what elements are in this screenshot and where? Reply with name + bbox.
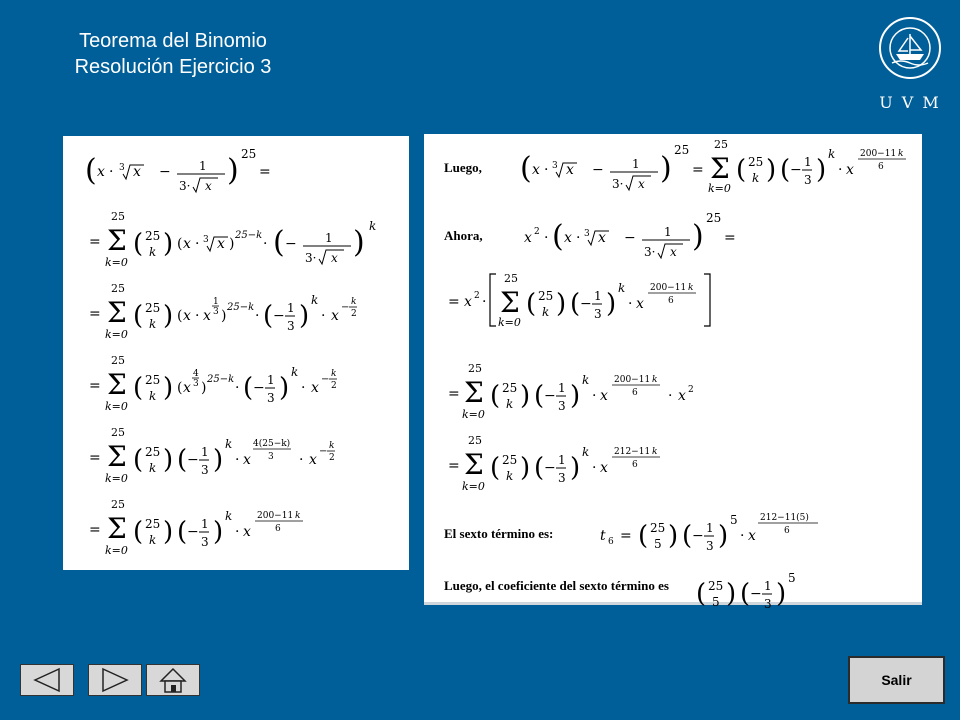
svg-text:5: 5 (788, 571, 796, 585)
svg-text:200−11: 200−11 (257, 511, 294, 521)
arrow-right-icon (89, 665, 141, 695)
svg-text:2: 2 (351, 309, 357, 319)
svg-text:(: ( (780, 155, 791, 185)
svg-text:1: 1 (706, 521, 714, 535)
svg-text:4: 4 (193, 369, 199, 379)
svg-text:25: 25 (111, 354, 125, 367)
exit-button[interactable] (848, 656, 945, 704)
svg-text:25−k: 25−k (207, 374, 235, 385)
svg-text:k=0: k=0 (105, 544, 128, 557)
svg-text:1: 1 (632, 157, 640, 171)
svg-text:1: 1 (594, 289, 602, 303)
arrow-left-icon (21, 665, 73, 695)
svg-text:−: − (187, 452, 199, 468)
svg-text:): ) (556, 289, 567, 319)
svg-text:1: 1 (325, 231, 333, 245)
svg-text:x: x (97, 164, 105, 180)
svg-text:): ) (221, 308, 227, 324)
svg-text:25: 25 (241, 147, 257, 161)
svg-text:−: − (544, 388, 556, 404)
svg-text:k: k (149, 533, 157, 547)
svg-text:k=0: k=0 (105, 256, 128, 269)
svg-text:5: 5 (712, 595, 720, 609)
svg-text:·: · (235, 452, 240, 468)
svg-text:3: 3 (706, 539, 714, 553)
svg-text:1: 1 (804, 155, 812, 169)
svg-text:25−k: 25−k (227, 302, 255, 313)
label-coeficiente: Luego, el coeficiente del sexto término es (444, 578, 669, 593)
svg-text:(: ( (133, 517, 144, 547)
svg-text:−: − (253, 380, 265, 396)
svg-text:Σ: Σ (500, 286, 520, 319)
svg-text:): ) (201, 380, 207, 396)
svg-text:3: 3 (558, 399, 566, 413)
svg-text:Σ: Σ (107, 368, 127, 401)
svg-text:k: k (369, 219, 377, 233)
svg-text:6: 6 (608, 537, 614, 547)
svg-text:x: x (203, 308, 211, 324)
svg-text:x: x (243, 524, 251, 540)
svg-text:(: ( (534, 453, 545, 483)
svg-text:25: 25 (674, 143, 690, 157)
svg-text:·: · (321, 308, 326, 324)
svg-text:3·: 3· (305, 251, 317, 265)
svg-text:6: 6 (668, 296, 674, 306)
svg-text:Σ: Σ (710, 152, 730, 185)
svg-text:k: k (149, 461, 157, 475)
svg-text:3: 3 (201, 463, 209, 477)
svg-text:(: ( (696, 579, 707, 609)
svg-text:): ) (163, 301, 174, 331)
svg-text:x: x (678, 388, 686, 404)
svg-text:3·: 3· (179, 179, 191, 193)
svg-text:k: k (291, 365, 299, 379)
label-luego: Luego, (444, 160, 482, 175)
svg-text:): ) (299, 301, 310, 331)
home-icon (147, 665, 199, 695)
svg-text:): ) (570, 453, 581, 483)
svg-text:k: k (351, 297, 357, 307)
svg-text:k: k (582, 445, 590, 459)
svg-text:(: ( (638, 521, 649, 551)
svg-text:x: x (331, 251, 338, 265)
svg-text:): ) (726, 579, 737, 609)
svg-text:k: k (582, 373, 590, 387)
svg-text:1: 1 (764, 579, 772, 593)
svg-text:3: 3 (552, 161, 558, 171)
svg-text:1: 1 (213, 297, 219, 307)
svg-text:3: 3 (193, 379, 199, 389)
svg-text:(: ( (740, 579, 751, 609)
svg-text:·: · (544, 162, 549, 178)
svg-text:x: x (464, 294, 472, 310)
prev-button[interactable] (20, 664, 74, 696)
svg-text:25: 25 (145, 373, 161, 387)
svg-text:·: · (668, 388, 673, 404)
svg-text:2: 2 (331, 381, 337, 391)
svg-text:25: 25 (504, 272, 518, 285)
svg-text:−: − (273, 308, 285, 324)
svg-text:x: x (311, 380, 319, 396)
university-logo (874, 14, 946, 114)
svg-text:k: k (311, 293, 319, 307)
svg-text:x: x (183, 236, 191, 252)
svg-text:(: ( (133, 373, 144, 403)
svg-text:k: k (331, 369, 337, 379)
svg-text:(: ( (177, 236, 183, 252)
svg-text:(: ( (552, 219, 564, 254)
svg-text:−: − (790, 162, 802, 178)
svg-text:=: = (448, 458, 460, 474)
svg-text:=: = (259, 164, 271, 180)
svg-text:): ) (520, 381, 531, 411)
svg-text:k: k (652, 447, 658, 457)
svg-text:k: k (828, 147, 836, 161)
svg-text:·: · (255, 308, 260, 324)
left-derivation-panel (63, 136, 409, 570)
svg-text:k: k (752, 171, 760, 185)
svg-text:Σ: Σ (107, 224, 127, 257)
svg-text:): ) (776, 579, 787, 609)
svg-text:25: 25 (706, 211, 722, 225)
svg-text:·: · (235, 524, 240, 540)
logo-initials: U V M (879, 93, 941, 112)
svg-text:·: · (740, 528, 745, 544)
svg-text:(: ( (520, 151, 532, 186)
svg-text:3: 3 (594, 307, 602, 321)
svg-text:k: k (542, 305, 550, 319)
svg-text:=: = (89, 522, 101, 538)
label-sexto-termino: El sexto término es: (444, 526, 554, 541)
svg-text:k=0: k=0 (105, 328, 128, 341)
svg-text:6: 6 (878, 162, 884, 172)
svg-text:=: = (692, 162, 704, 178)
svg-text:2: 2 (688, 385, 694, 395)
svg-text:(: ( (570, 289, 581, 319)
svg-text:(: ( (177, 445, 188, 475)
home-button[interactable] (146, 664, 200, 696)
svg-text:·: · (195, 308, 200, 324)
svg-text:x: x (846, 162, 854, 178)
svg-text:3: 3 (764, 597, 772, 611)
svg-text:): ) (718, 521, 729, 551)
svg-text:25: 25 (650, 521, 666, 535)
svg-text:k: k (295, 511, 301, 521)
svg-text:k: k (688, 283, 694, 293)
svg-text:): ) (163, 229, 174, 259)
svg-text:1: 1 (201, 517, 209, 531)
svg-text:3: 3 (268, 452, 274, 462)
svg-text:): ) (692, 219, 704, 254)
svg-text:1: 1 (199, 159, 207, 173)
svg-text:3: 3 (287, 319, 295, 333)
svg-text:): ) (816, 155, 827, 185)
svg-text:25: 25 (145, 445, 161, 459)
svg-text:k: k (506, 397, 514, 411)
svg-text:): ) (668, 521, 679, 551)
svg-text:3: 3 (584, 229, 590, 239)
svg-text:1: 1 (558, 381, 566, 395)
svg-text:25: 25 (708, 579, 724, 593)
svg-text:−: − (580, 296, 592, 312)
svg-text:3: 3 (201, 535, 209, 549)
svg-text:=: = (89, 234, 101, 250)
svg-text:−: − (285, 236, 297, 252)
svg-text:·: · (301, 380, 306, 396)
svg-text:k=0: k=0 (105, 472, 128, 485)
svg-text:−: − (750, 586, 762, 602)
svg-text:−: − (319, 446, 328, 457)
svg-text:−: − (592, 162, 604, 178)
svg-text:25: 25 (111, 426, 125, 439)
svg-text:25−k: 25−k (235, 230, 263, 241)
svg-text:2: 2 (474, 291, 480, 301)
svg-text:25: 25 (468, 362, 482, 375)
svg-text:): ) (606, 289, 617, 319)
svg-text:5: 5 (730, 513, 738, 527)
svg-text:(: ( (177, 380, 183, 396)
svg-text:·: · (263, 236, 268, 252)
svg-text:(: ( (682, 521, 693, 551)
svg-text:25: 25 (468, 434, 482, 447)
svg-text:): ) (353, 225, 365, 260)
svg-text:212−11(5): 212−11(5) (760, 513, 809, 523)
svg-text:1: 1 (664, 225, 672, 239)
svg-text:·: · (592, 460, 597, 476)
next-button[interactable] (88, 664, 142, 696)
svg-text:k=0: k=0 (462, 408, 485, 421)
svg-text:k=0: k=0 (462, 480, 485, 493)
svg-text:=: = (724, 230, 736, 246)
svg-text:t: t (600, 528, 606, 544)
svg-text:(: ( (177, 517, 188, 547)
svg-text:(: ( (526, 289, 537, 319)
svg-text:k: k (149, 389, 157, 403)
svg-text:k: k (149, 245, 157, 259)
svg-text:x: x (598, 230, 606, 246)
svg-text:(: ( (534, 381, 545, 411)
svg-text:): ) (163, 445, 174, 475)
svg-text:·: · (628, 296, 633, 312)
svg-text:k: k (652, 375, 658, 385)
svg-text:x: x (564, 230, 572, 246)
svg-text:): ) (229, 236, 235, 252)
svg-text:x: x (638, 177, 645, 191)
svg-text:25: 25 (714, 138, 728, 151)
svg-text:(: ( (490, 381, 501, 411)
svg-text:25: 25 (111, 210, 125, 223)
svg-text:25: 25 (145, 517, 161, 531)
svg-text:2: 2 (329, 453, 335, 463)
svg-text:x: x (309, 452, 317, 468)
svg-text:(: ( (273, 225, 285, 260)
svg-text:k: k (618, 281, 626, 295)
svg-text:x: x (524, 230, 532, 246)
svg-text:=: = (89, 306, 101, 322)
svg-text:): ) (766, 155, 777, 185)
svg-text:(: ( (133, 445, 144, 475)
svg-text:6: 6 (784, 526, 790, 536)
svg-text:x: x (670, 245, 677, 259)
svg-text:k=0: k=0 (498, 316, 521, 329)
svg-text:·: · (576, 230, 581, 246)
svg-text:25: 25 (145, 301, 161, 315)
svg-text:25: 25 (538, 289, 554, 303)
svg-text:x: x (331, 308, 339, 324)
svg-text:x: x (243, 452, 251, 468)
svg-text:−: − (321, 374, 330, 385)
svg-text:3·: 3· (644, 245, 656, 259)
exit-button-label: Salir (881, 672, 912, 688)
svg-text:3: 3 (267, 391, 275, 405)
svg-text:−: − (624, 230, 636, 246)
svg-text:3·: 3· (612, 177, 624, 191)
svg-text:x: x (217, 236, 225, 252)
svg-text:x: x (600, 460, 608, 476)
right-derivation-panel (424, 134, 922, 611)
svg-text:4(25−k): 4(25−k) (253, 439, 291, 449)
svg-text:): ) (163, 517, 174, 547)
svg-text:Σ: Σ (107, 512, 127, 545)
svg-text:25: 25 (111, 498, 125, 511)
svg-text:5: 5 (654, 537, 662, 551)
svg-text:k: k (225, 509, 233, 523)
svg-text:k: k (898, 149, 904, 159)
svg-text:(: ( (243, 373, 254, 403)
page-title: Teorema del Binomio (79, 30, 267, 52)
svg-text:200−11: 200−11 (614, 375, 651, 385)
svg-text:212−11: 212−11 (614, 447, 651, 457)
svg-text:Σ: Σ (107, 440, 127, 473)
svg-text:k: k (225, 437, 233, 451)
svg-text:k=0: k=0 (708, 182, 731, 195)
svg-text:=: = (448, 294, 460, 310)
svg-text:200−11: 200−11 (650, 283, 687, 293)
svg-text:25: 25 (502, 381, 518, 395)
svg-text:x: x (748, 528, 756, 544)
svg-text:=: = (448, 386, 460, 402)
svg-text:3: 3 (119, 163, 125, 173)
svg-text:Σ: Σ (107, 296, 127, 329)
svg-text:25: 25 (502, 453, 518, 467)
svg-text:−: − (692, 528, 704, 544)
svg-text:6: 6 (275, 524, 281, 534)
svg-text:25: 25 (145, 229, 161, 243)
svg-text:(: ( (133, 301, 144, 331)
svg-text:x: x (566, 162, 574, 178)
svg-text:3: 3 (804, 173, 812, 187)
svg-text:−: − (341, 302, 350, 313)
svg-text:1: 1 (267, 373, 275, 387)
svg-text:2: 2 (534, 227, 540, 237)
svg-text:=: = (89, 450, 101, 466)
svg-text:=: = (620, 528, 632, 544)
svg-text:Σ: Σ (464, 376, 484, 409)
svg-text:x: x (183, 380, 191, 396)
svg-text:): ) (163, 373, 174, 403)
svg-text:x: x (600, 388, 608, 404)
svg-text:x: x (205, 179, 212, 193)
svg-text:1: 1 (201, 445, 209, 459)
svg-text:25: 25 (111, 282, 125, 295)
svg-text:(: ( (490, 453, 501, 483)
svg-text:(: ( (85, 153, 97, 188)
svg-text:): ) (520, 453, 531, 483)
svg-text:(: ( (736, 155, 747, 185)
label-ahora: Ahora, (444, 228, 483, 243)
svg-text:·: · (109, 164, 114, 180)
svg-text:3: 3 (213, 307, 219, 317)
svg-text:6: 6 (632, 388, 638, 398)
svg-text:(: ( (177, 308, 183, 324)
svg-text:=: = (89, 378, 101, 394)
svg-text:k=0: k=0 (105, 400, 128, 413)
svg-text:25: 25 (748, 155, 764, 169)
svg-text:·: · (544, 230, 549, 246)
svg-text:3: 3 (558, 471, 566, 485)
svg-text:1: 1 (287, 301, 295, 315)
svg-text:): ) (279, 373, 290, 403)
svg-text:(: ( (263, 301, 274, 331)
svg-text:(: ( (133, 229, 144, 259)
page-subtitle: Resolución Ejercicio 3 (74, 56, 272, 78)
svg-text:−: − (159, 164, 171, 180)
svg-text:x: x (532, 162, 540, 178)
svg-text:−: − (544, 460, 556, 476)
svg-text:·: · (235, 380, 240, 396)
svg-text:x: x (636, 296, 644, 312)
svg-text:·: · (592, 388, 597, 404)
svg-text:): ) (660, 151, 672, 186)
svg-text:·: · (482, 294, 487, 310)
svg-text:−: − (187, 524, 199, 540)
svg-text:·: · (299, 452, 304, 468)
svg-text:): ) (570, 381, 581, 411)
svg-text:k: k (149, 317, 157, 331)
svg-text:x: x (133, 164, 141, 180)
svg-text:3: 3 (203, 235, 209, 245)
svg-text:): ) (213, 445, 224, 475)
svg-text:·: · (838, 162, 843, 178)
svg-text:k: k (329, 441, 335, 451)
svg-text:6: 6 (632, 460, 638, 470)
svg-text:x: x (183, 308, 191, 324)
svg-text:1: 1 (558, 453, 566, 467)
svg-text:k: k (506, 469, 514, 483)
svg-text:200−11: 200−11 (860, 149, 897, 159)
svg-text:Σ: Σ (464, 448, 484, 481)
svg-text:): ) (227, 153, 239, 188)
svg-text:): ) (213, 517, 224, 547)
svg-text:·: · (195, 236, 200, 252)
